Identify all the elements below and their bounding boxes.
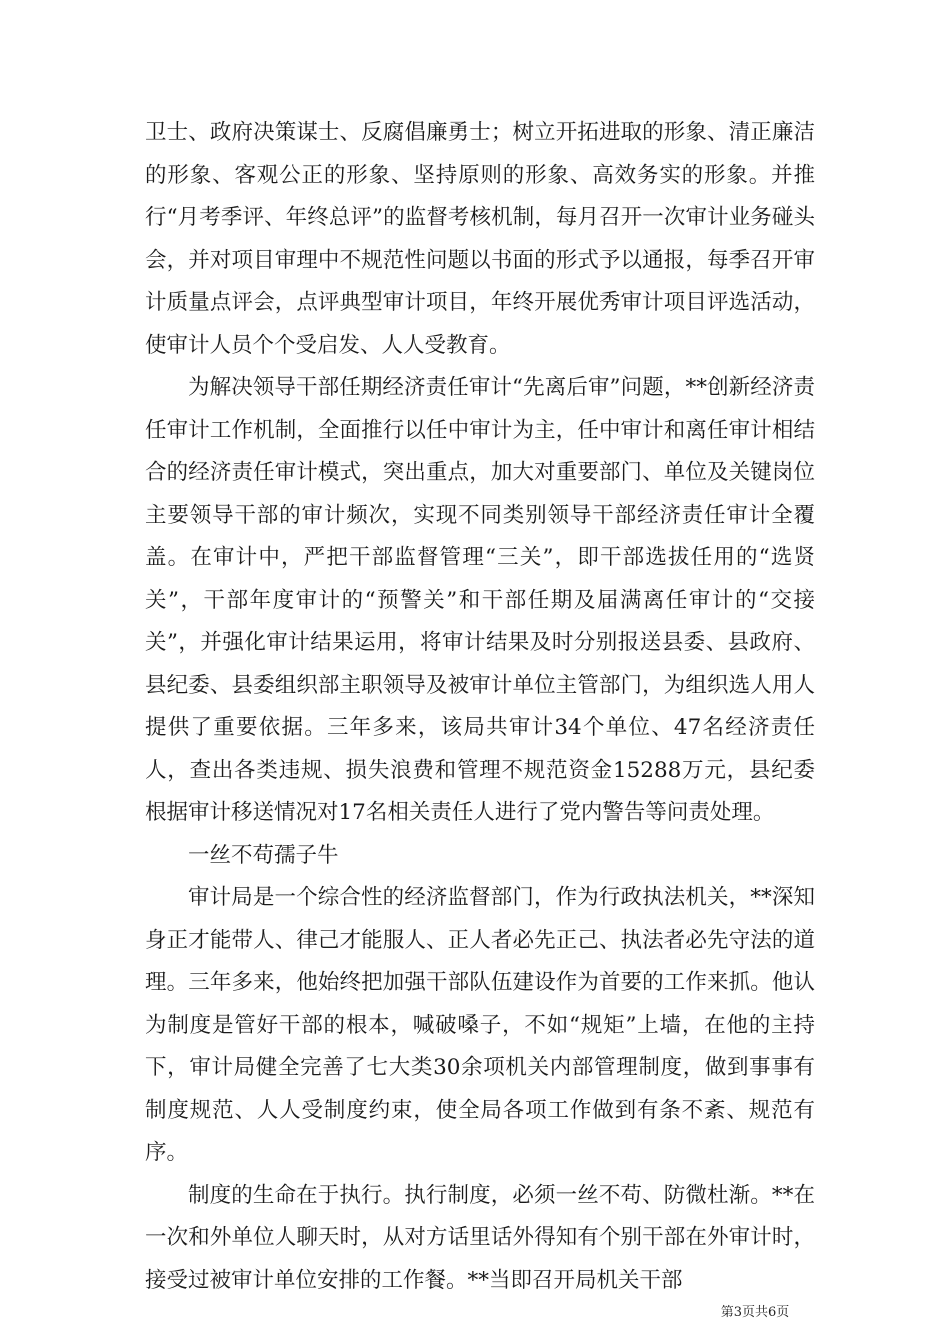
document-body [145,112,815,1302]
section-heading: 一丝不苟孺子牛 [188,842,339,868]
paragraph-4: 制度的生命在于执行。执行制度，必须一丝不苟、防微杜渐。**在一次和外单位人聊天时，从对方话里话外得知有个别干部在外审计时，接受过被审计单位安排的工作餐。**当即召开局机关干部 [145,1182,815,1293]
paragraph-3: 审计局是一个综合性的经济监督部门，作为行政执法机关，**深知身正才能带人、律己才能服人、正人者必先正己、执法者必先守法的道理。三年多来，他始终把加强干部队伍建设作为首要的工作来抓。他认为制度是管好干部的根本，喊破嗓子，不如“规矩”上墙，在他的主持下，审计局健全完善了七大类30余项机关内部管理制度，做到事事有制度规范、人人受制度约束，使全局各项工作做到有条不紊、规范有序。 [145,885,815,1165]
paragraph-2: 为解决领导干部任期经济责任审计“先离后审”问题，**创新经济责任审计工作机制，全面推行以任中审计为主，任中审计和离任审计相结合的经济责任审计模式，突出重点，加大对重要部门、单位及关键岗位主要领导干部的审计频次，实现不同类别领导干部经济责任审计全覆盖。在审计中，严把干部监督管理“三关”，即干部选拔任用的“选贤关”，干部年度审计的“预警关”和干部任期及届满离任审计的“交接关”，并强化审计结果运用，将审计结果及时分别报送县委、县政府、县纪委、县委组织部主职领导及被审计单位主管部门，为组织选人用人提供了重要依据。三年多来，该局共审计34个单位、47名经济责任人，查出各类违规、损失浪费和管理不规范资金15288万元，县纪委根据审计移送情况对17名相关责任人进行了党内警告等问责处理。 [145,375,815,825]
page-number: 第3页共6页 [720,1305,790,1320]
paragraph-1: 卫士、政府决策谋士、反腐倡廉勇士；树立开拓进取的形象、清正廉洁的形象、客观公正的形象、坚持原则的形象、高效务实的形象。并推行“月考季评、年终总评”的监督考核机制，每月召开一次审计业务碰头会，并对项目审理中不规范性问题以书面的形式予以通报，每季召开审计质量点评会，点评典型审计项目，年终开展优秀审计项目评选活动，使审计人员个个受启发、人人受教育。 [145,120,815,358]
